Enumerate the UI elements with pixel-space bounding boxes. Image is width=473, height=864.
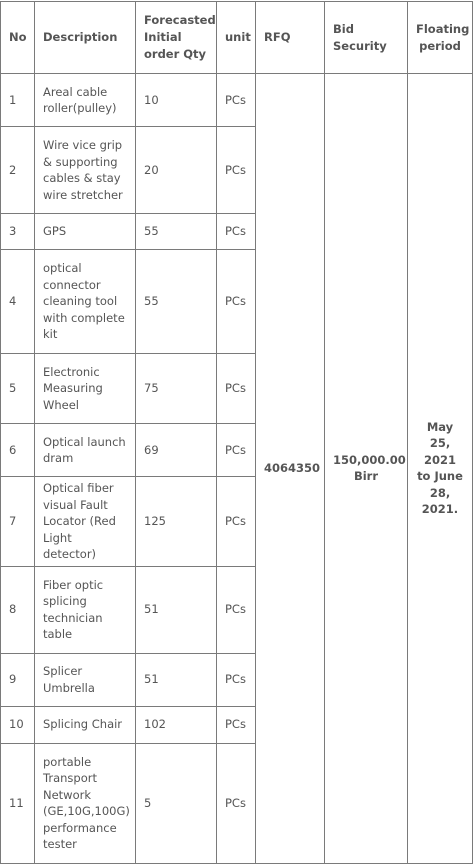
- cell-unit: PCs: [217, 477, 256, 567]
- cell-qty: 55: [136, 214, 217, 250]
- header-floating-period: Floating period: [408, 2, 473, 74]
- cell-description: portable Transport Network (GE,10G,100G) performance tester: [35, 743, 136, 863]
- cell-no: 1: [1, 74, 35, 127]
- cell-unit: PCs: [217, 127, 256, 214]
- cell-qty: 55: [136, 250, 217, 354]
- cell-no: 2: [1, 127, 35, 214]
- header-bid-security: Bid Security: [325, 2, 408, 74]
- cell-description: optical connector cleaning tool with complete kit: [35, 250, 136, 354]
- cell-qty: 69: [136, 424, 217, 477]
- cell-qty: 20: [136, 127, 217, 214]
- cell-qty: 51: [136, 566, 217, 653]
- floating-period-cell: May 25, 2021 to June 28, 2021.: [408, 74, 473, 864]
- cell-description: Areal cable roller(pulley): [35, 74, 136, 127]
- cell-qty: 51: [136, 653, 217, 706]
- cell-qty: 75: [136, 354, 217, 424]
- header-rfq: RFQ: [256, 2, 325, 74]
- cell-no: 10: [1, 706, 35, 743]
- cell-description: Splicer Umbrella: [35, 653, 136, 706]
- header-no: No: [1, 2, 35, 74]
- cell-description: Fiber optic splicing technician table: [35, 566, 136, 653]
- cell-qty: 125: [136, 477, 217, 567]
- cell-description: Splicing Chair: [35, 706, 136, 743]
- cell-unit: PCs: [217, 214, 256, 250]
- cell-unit: PCs: [217, 74, 256, 127]
- header-unit: unit: [217, 2, 256, 74]
- rfq-cell: 4064350: [256, 74, 325, 864]
- cell-unit: PCs: [217, 743, 256, 863]
- cell-no: 9: [1, 653, 35, 706]
- cell-unit: PCs: [217, 424, 256, 477]
- cell-qty: 5: [136, 743, 217, 863]
- cell-no: 3: [1, 214, 35, 250]
- cell-unit: PCs: [217, 354, 256, 424]
- cell-unit: PCs: [217, 653, 256, 706]
- cell-description: Wire vice grip & supporting cables & stay wire stretcher: [35, 127, 136, 214]
- tender-table: [0, 1, 473, 864]
- cell-description: Optical launch dram: [35, 424, 136, 477]
- header-qty: Forecasted Initial order Qty: [136, 2, 217, 74]
- header-row: [1, 2, 473, 74]
- bid-security-cell: 150,000.00 Birr: [325, 74, 408, 864]
- cell-description: GPS: [35, 214, 136, 250]
- table-row: [1, 74, 473, 127]
- cell-description: Optical fiber visual Fault Locator (Red Light detector): [35, 477, 136, 567]
- cell-no: 11: [1, 743, 35, 863]
- cell-unit: PCs: [217, 566, 256, 653]
- header-description: Description: [35, 2, 136, 74]
- cell-no: 8: [1, 566, 35, 653]
- cell-description: Electronic Measuring Wheel: [35, 354, 136, 424]
- cell-unit: PCs: [217, 250, 256, 354]
- cell-unit: PCs: [217, 706, 256, 743]
- cell-qty: 10: [136, 74, 217, 127]
- cell-no: 6: [1, 424, 35, 477]
- cell-no: 7: [1, 477, 35, 567]
- cell-qty: 102: [136, 706, 217, 743]
- cell-no: 5: [1, 354, 35, 424]
- cell-no: 4: [1, 250, 35, 354]
